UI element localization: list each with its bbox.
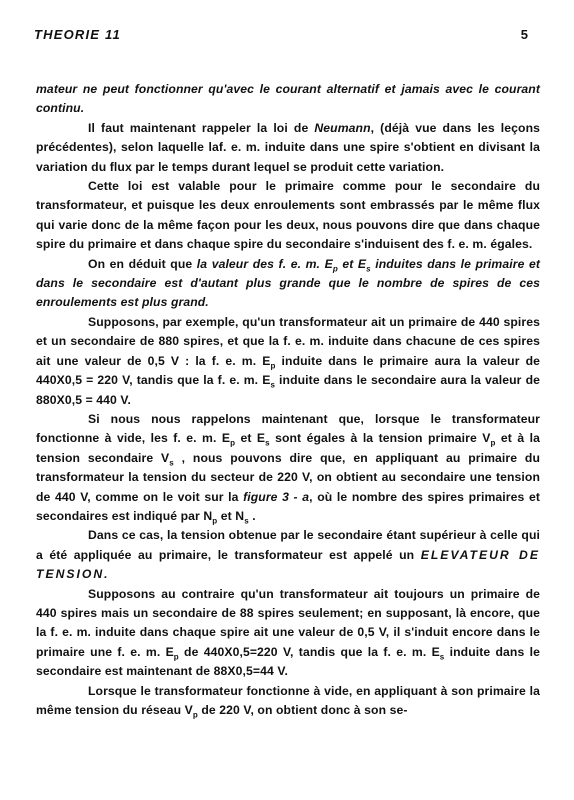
- p4-sub-s: s: [366, 264, 371, 274]
- p6-text-h: et N: [217, 508, 245, 523]
- p6-sub-c: p: [490, 438, 496, 448]
- p8-sub-p: p: [173, 652, 179, 662]
- paragraph-8: [36, 585, 540, 682]
- p5-sub-s: s: [270, 380, 276, 390]
- p9-text-b: de 220 V, on obtient donc à son se-: [197, 703, 408, 717]
- p4-text-c: et E: [337, 256, 367, 271]
- page-number: 5: [520, 27, 528, 42]
- p8-sub-s: s: [439, 652, 445, 662]
- p8-text-a: Supposons au contraire qu'un transformateur ait toujours un primaire de 440 spires mais un secondaire de 88 spires seulement; en supposant, là encore, que la f. e. m. induite dans chaque spire ait une valeur de 0,5 V, il s'induit encore dans le primaire une f. e. m. E: [36, 586, 540, 659]
- p4-text-d: induites dans le primaire et dans le secondaire est d'autant plus grande que le nombre de spires de ces enroulements est plus grand.: [36, 256, 541, 310]
- p8-text-b: de 440X0,5=220 V, tandis que la f. e. m. E: [178, 644, 440, 659]
- p6-text-c: sont égales à la tension primaire V: [269, 431, 491, 446]
- p9-text-a: Lorsque le transformateur fonctionne à vide, en appliquant à son primaire la même tension du réseau V: [36, 683, 540, 717]
- p5-sub-p: p: [270, 361, 276, 371]
- p6-text-d: et à la tension secondaire V: [36, 431, 540, 465]
- body-text: [36, 80, 540, 720]
- p5-text-a: Supposons, par exemple, qu'un transformateur ait un primaire de 440 spires et un secondaire de 880 spires, et que la f. e. m. induite dans chacune de ces spires ait une valeur de 0,5 V : la f. e. m. E: [36, 314, 540, 368]
- p6-text-g: , où le nombre des spires primaires et secondaires est indiqué par N: [36, 489, 540, 523]
- p5-text-b: induite dans le primaire aura la valeur de 440X0,5 = 220 V, tandis que la f. e. m. E: [36, 353, 541, 388]
- p2-neumann: Neumann: [314, 120, 371, 135]
- paragraph-5: [36, 313, 540, 410]
- p3-text: Cette loi est valable pour le primaire comme pour le secondaire du transformateur, et puisque les deux enroulements sont embrassés par le même flux qui varie donc de la même façon pour les deux, nous pouvons dire que dans chaque spire du primaire et dans chaque spire du secondaire s'induisent des f. e. m. égales.: [36, 179, 540, 252]
- p2-text-c: , (déjà vue dans les leçons précédentes), selon laquelle laf. e. m. induite dans une spire s'obtient en divisant la variation du flux par le temps durant lequel se produit cette variation.: [36, 120, 540, 174]
- paragraph-9: [36, 682, 540, 721]
- p1-text: mateur ne peut fonctionner qu'avec le courant alternatif et jamais avec le courant continu.: [36, 82, 540, 116]
- chapter-title: THEORIE 11: [34, 27, 121, 42]
- p7-elevateur: ELEVATEUR DE TENSION.: [36, 547, 540, 582]
- p4-text-a: On en déduit que: [88, 256, 197, 271]
- p2-text-a: Il faut maintenant rappeler la loi de: [88, 120, 315, 135]
- p6-sub-h: s: [244, 516, 249, 526]
- p5-text-c: induite dans le secondaire aura la valeur de 880X0,5 = 440 V.: [36, 373, 540, 407]
- p6-sub-a: p: [230, 438, 236, 448]
- p6-figure-ref: figure 3 - a: [243, 489, 310, 504]
- paragraph-6: [36, 410, 540, 526]
- p6-text-a: Si nous nous rappelons maintenant que, lorsque le transformateur fonctionne à vide, les f. e. m. E: [36, 411, 540, 446]
- p4-sub-p: p: [332, 264, 338, 274]
- p6-sub-g: p: [212, 516, 218, 526]
- page-header: [34, 27, 544, 43]
- p6-sub-b: s: [265, 438, 270, 448]
- paragraph-4: [36, 255, 540, 313]
- p6-text-i: .: [248, 508, 256, 523]
- p7-text-a: Dans ce cas, la tension obtenue par le secondaire étant supérieur à celle qui a été appliquée au primaire, le transformateur est appelé un: [36, 528, 540, 562]
- p6-sub-d: s: [169, 458, 174, 468]
- paragraph-2: [36, 119, 540, 177]
- p9-sub-p: p: [192, 710, 198, 720]
- paragraph-3: [36, 177, 540, 255]
- p6-text-e: , nous pouvons dire que, en appliquant au primaire du transformateur la tension du secteur de 220 V, on obtient au secondaire une tension de 440 V, comme on le voit sur la: [36, 450, 540, 504]
- p8-text-c: induite dans le secondaire est maintenant de 88X0,5=44 V.: [36, 644, 540, 679]
- p4-text-b: la valeur des f. e. m. E: [196, 256, 333, 271]
- paragraph-7: [36, 526, 540, 584]
- p6-text-b: et E: [235, 431, 266, 446]
- paragraph-1: [36, 80, 540, 119]
